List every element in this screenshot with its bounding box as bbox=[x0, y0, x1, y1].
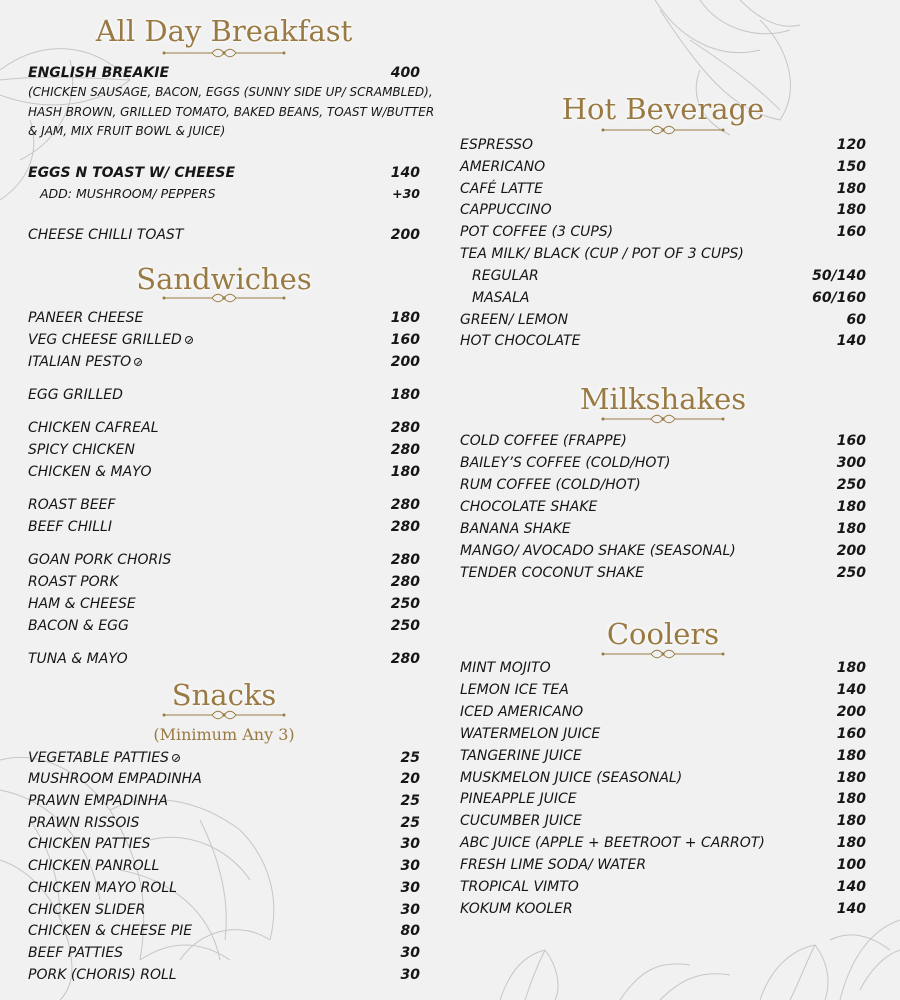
item-name-wrap bbox=[28, 330, 193, 350]
menu-item bbox=[460, 453, 866, 473]
item-name: ESPRESSO bbox=[460, 137, 534, 153]
item-name: CHICKEN PATTIES bbox=[28, 836, 151, 852]
menu-item bbox=[28, 308, 420, 328]
item-price: 140 bbox=[390, 165, 420, 181]
item-name: CHICKEN MAYO ROLL bbox=[28, 880, 177, 896]
item-price: 160 bbox=[836, 726, 866, 742]
item-name: PANEER CHEESE bbox=[28, 310, 144, 326]
menu-item bbox=[460, 768, 866, 788]
item-name: KOKUM KOOLER bbox=[460, 901, 573, 917]
item-name: VEG CHEESE GRILLED bbox=[28, 332, 182, 348]
item-name: REGULAR bbox=[472, 268, 539, 284]
menu-item bbox=[460, 746, 866, 766]
description-line: HASH BROWN, GRILLED TOMATO, BAKED BEANS, TOAST W/BUTTER bbox=[28, 104, 435, 119]
menu-item bbox=[460, 222, 866, 242]
veg-mark-icon bbox=[185, 336, 193, 344]
item-price: 180 bbox=[836, 813, 866, 829]
item-price: 180 bbox=[836, 499, 866, 515]
item-name: EGGS N TOAST W/ CHEESE bbox=[28, 165, 236, 181]
item-price: 160 bbox=[390, 332, 420, 348]
snacks-title: Snacks bbox=[171, 678, 277, 712]
item-name: MANGO/ AVOCADO SHAKE (SEASONAL) bbox=[460, 543, 736, 559]
item-price: 25 bbox=[400, 793, 420, 809]
item-name: TROPICAL VIMTO bbox=[460, 879, 579, 895]
coolers-title: Coolers bbox=[606, 617, 720, 651]
item-price: 280 bbox=[390, 651, 420, 667]
menu-item bbox=[28, 330, 420, 350]
item-name: COLD COFFEE (FRAPPE) bbox=[460, 433, 627, 449]
menu-item bbox=[460, 135, 866, 155]
item-name: HAM & CHEESE bbox=[28, 596, 136, 612]
item-name: TEA MILK/ BLACK (CUP / POT OF 3 CUPS) bbox=[460, 246, 744, 262]
item-name: MINT MOJITO bbox=[460, 660, 551, 676]
menu-item bbox=[460, 157, 866, 177]
item-name: PRAWN RISSOIS bbox=[28, 815, 140, 831]
menu-item bbox=[460, 702, 866, 722]
menu-item bbox=[460, 680, 866, 700]
item-price: 140 bbox=[836, 682, 866, 698]
item-price: 180 bbox=[836, 521, 866, 537]
menu-item bbox=[28, 418, 420, 438]
menu-item bbox=[460, 563, 866, 583]
menu-item bbox=[460, 179, 866, 199]
item-price: 250 bbox=[390, 618, 420, 634]
menu-item bbox=[28, 834, 420, 854]
item-name: CAPPUCCINO bbox=[460, 202, 552, 218]
item-name: BACON & EGG bbox=[28, 618, 129, 634]
item-price: 25 bbox=[400, 750, 420, 766]
ornament-divider-icon bbox=[28, 292, 420, 304]
item-name: CHICKEN & MAYO bbox=[28, 464, 152, 480]
item-price: 200 bbox=[390, 354, 420, 370]
ornament-divider-icon bbox=[28, 709, 420, 721]
item-name-wrap bbox=[28, 352, 142, 372]
item-name: VEGETABLE PATTIES bbox=[28, 750, 169, 766]
veg-mark-icon bbox=[134, 358, 142, 366]
item-name: RUM COFFEE (COLD/HOT) bbox=[460, 477, 641, 493]
item-name: ROAST BEEF bbox=[28, 497, 116, 513]
item-name: GOAN PORK CHORIS bbox=[28, 552, 172, 568]
item-price: 200 bbox=[390, 227, 420, 243]
item-name: CHICKEN SLIDER bbox=[28, 902, 146, 918]
item-name: FRESH LIME SODA/ WATER bbox=[460, 857, 647, 873]
item-name: GREEN/ LEMON bbox=[460, 312, 569, 328]
menu-item bbox=[460, 519, 866, 539]
menu-item bbox=[28, 921, 420, 941]
left-column bbox=[28, 0, 435, 1000]
item-name: TANGERINE JUICE bbox=[460, 748, 582, 764]
item-price: +30 bbox=[392, 186, 420, 201]
item-name: MASALA bbox=[472, 290, 530, 306]
item-name: PINEAPPLE JUICE bbox=[460, 791, 577, 807]
menu-item bbox=[28, 550, 420, 570]
menu-item bbox=[28, 965, 420, 985]
item-price: 280 bbox=[390, 519, 420, 535]
menu-item bbox=[460, 877, 866, 897]
item-name: ABC JUICE (APPLE + BEETROOT + CARROT) bbox=[460, 835, 765, 851]
item-name: TENDER COCONUT SHAKE bbox=[460, 565, 645, 581]
item-price: 60 bbox=[846, 312, 866, 328]
menu-item bbox=[460, 724, 866, 744]
menu-item bbox=[28, 616, 420, 636]
item-price: 25 bbox=[400, 815, 420, 831]
item-name: CAFÉ LATTE bbox=[460, 181, 544, 197]
item-name: BANANA SHAKE bbox=[460, 521, 571, 537]
item-name: MUSHROOM EMPADINHA bbox=[28, 771, 202, 787]
item-price: 180 bbox=[836, 748, 866, 764]
item-name: ADD: MUSHROOM/ PEPPERS bbox=[40, 186, 216, 201]
menu-item bbox=[460, 899, 866, 919]
menu-addon bbox=[28, 184, 420, 204]
item-name: CHICKEN & CHEESE PIE bbox=[28, 923, 193, 939]
item-price: 140 bbox=[836, 333, 866, 349]
description-line: & JAM, MIX FRUIT BOWL & JUICE) bbox=[28, 124, 226, 138]
item-price: 30 bbox=[400, 945, 420, 961]
item-price: 280 bbox=[390, 552, 420, 568]
item-price: 280 bbox=[390, 420, 420, 436]
menu-item bbox=[460, 833, 866, 853]
item-price: 50/140 bbox=[812, 268, 866, 284]
menu-item bbox=[460, 200, 866, 220]
item-name: BEEF PATTIES bbox=[28, 945, 124, 961]
menu-item bbox=[28, 517, 420, 537]
item-price: 250 bbox=[836, 565, 866, 581]
item-name: TUNA & MAYO bbox=[28, 651, 128, 667]
menu-item bbox=[28, 748, 420, 768]
item-price: 80 bbox=[400, 923, 420, 939]
menu-item bbox=[28, 900, 420, 920]
item-price: 140 bbox=[836, 901, 866, 917]
item-price: 250 bbox=[836, 477, 866, 493]
item-name: CUCUMBER JUICE bbox=[460, 813, 582, 829]
item-name: SPICY CHICKEN bbox=[28, 442, 135, 458]
item-price: 160 bbox=[836, 224, 866, 240]
milkshakes-title: Milkshakes bbox=[579, 382, 747, 416]
menu-item bbox=[28, 495, 420, 515]
item-price: 200 bbox=[836, 543, 866, 559]
menu-item bbox=[460, 475, 866, 495]
item-price: 180 bbox=[836, 181, 866, 197]
menu-item bbox=[28, 352, 420, 372]
item-price: 60/160 bbox=[812, 290, 866, 306]
item-name: CHICKEN PANROLL bbox=[28, 858, 160, 874]
menu-item bbox=[28, 878, 420, 898]
menu-item bbox=[28, 572, 420, 592]
menu-item bbox=[28, 462, 420, 482]
item-price: 250 bbox=[390, 596, 420, 612]
menu-item bbox=[460, 811, 866, 831]
ornament-divider-icon bbox=[460, 413, 866, 425]
hot-beverage-title: Hot Beverage bbox=[561, 92, 765, 126]
item-name-wrap bbox=[28, 748, 180, 768]
menu-item bbox=[460, 541, 866, 561]
item-name: BEEF CHILLI bbox=[28, 519, 112, 535]
item-price: 180 bbox=[390, 464, 420, 480]
item-name: MUSKMELON JUICE (SEASONAL) bbox=[460, 770, 683, 786]
item-price: 180 bbox=[390, 387, 420, 403]
menu-item bbox=[28, 225, 420, 245]
item-price: 30 bbox=[400, 836, 420, 852]
menu-item bbox=[460, 331, 866, 351]
item-name: EGG GRILLED bbox=[28, 387, 123, 403]
menu-item bbox=[28, 769, 420, 789]
item-name: LEMON ICE TEA bbox=[460, 682, 569, 698]
item-name: PRAWN EMPADINHA bbox=[28, 793, 168, 809]
item-name: ICED AMERICANO bbox=[460, 704, 584, 720]
item-price: 200 bbox=[836, 704, 866, 720]
item-price: 30 bbox=[400, 967, 420, 983]
item-name: POT COFFEE (3 CUPS) bbox=[460, 224, 614, 240]
menu-item bbox=[460, 658, 866, 678]
item-price: 120 bbox=[836, 137, 866, 153]
snacks-subtitle: (Minimum Any 3) bbox=[153, 725, 295, 744]
item-price: 400 bbox=[390, 65, 420, 81]
ornament-divider-icon bbox=[28, 47, 420, 59]
item-name: ENGLISH BREAKIE bbox=[28, 65, 170, 81]
menu-item bbox=[460, 789, 866, 809]
item-name: CHOCOLATE SHAKE bbox=[460, 499, 598, 515]
menu-item bbox=[28, 856, 420, 876]
sandwiches-title: Sandwiches bbox=[136, 262, 312, 296]
item-price: 160 bbox=[836, 433, 866, 449]
item-name: WATERMELON JUICE bbox=[460, 726, 601, 742]
item-description bbox=[28, 83, 435, 142]
item-price: 300 bbox=[836, 455, 866, 471]
item-name: CHICKEN CAFREAL bbox=[28, 420, 159, 436]
menu-item bbox=[460, 855, 866, 875]
menu-item bbox=[460, 497, 866, 517]
menu-item bbox=[460, 288, 866, 308]
menu-item bbox=[28, 813, 420, 833]
menu-item bbox=[460, 431, 866, 451]
item-price: 180 bbox=[836, 770, 866, 786]
menu-item bbox=[28, 594, 420, 614]
menu-item bbox=[28, 163, 420, 183]
menu-item bbox=[460, 266, 866, 286]
item-price: 30 bbox=[400, 880, 420, 896]
menu-item bbox=[28, 791, 420, 811]
item-price: 280 bbox=[390, 574, 420, 590]
menu-item bbox=[28, 63, 420, 83]
menu-item bbox=[28, 649, 420, 669]
item-name: AMERICANO bbox=[460, 159, 546, 175]
right-column bbox=[460, 0, 866, 1000]
item-name: ITALIAN PESTO bbox=[28, 354, 132, 370]
item-price: 20 bbox=[400, 771, 420, 787]
item-price: 180 bbox=[836, 835, 866, 851]
veg-mark-icon bbox=[172, 754, 180, 762]
item-price: 280 bbox=[390, 497, 420, 513]
item-name: CHEESE CHILLI TOAST bbox=[28, 227, 184, 243]
item-name: ROAST PORK bbox=[28, 574, 119, 590]
item-price: 180 bbox=[390, 310, 420, 326]
item-price: 30 bbox=[400, 858, 420, 874]
item-price: 180 bbox=[836, 660, 866, 676]
menu-item bbox=[28, 440, 420, 460]
item-price: 280 bbox=[390, 442, 420, 458]
menu-item bbox=[460, 310, 866, 330]
item-price: 140 bbox=[836, 879, 866, 895]
item-price: 30 bbox=[400, 902, 420, 918]
item-name: PORK (CHORIS) ROLL bbox=[28, 967, 177, 983]
menu-item bbox=[460, 244, 866, 264]
breakfast-title: All Day Breakfast bbox=[95, 14, 353, 48]
item-price: 150 bbox=[836, 159, 866, 175]
menu-item bbox=[28, 385, 420, 405]
item-name: HOT CHOCOLATE bbox=[460, 333, 581, 349]
item-price: 100 bbox=[836, 857, 866, 873]
description-line: (CHICKEN SAUSAGE, BACON, EGGS (SUNNY SIDE UP/ SCRAMBLED), bbox=[28, 85, 433, 99]
item-price: 180 bbox=[836, 202, 866, 218]
menu-item bbox=[28, 943, 420, 963]
item-price: 180 bbox=[836, 791, 866, 807]
item-name: BAILEY’S COFFEE (COLD/HOT) bbox=[460, 455, 671, 471]
